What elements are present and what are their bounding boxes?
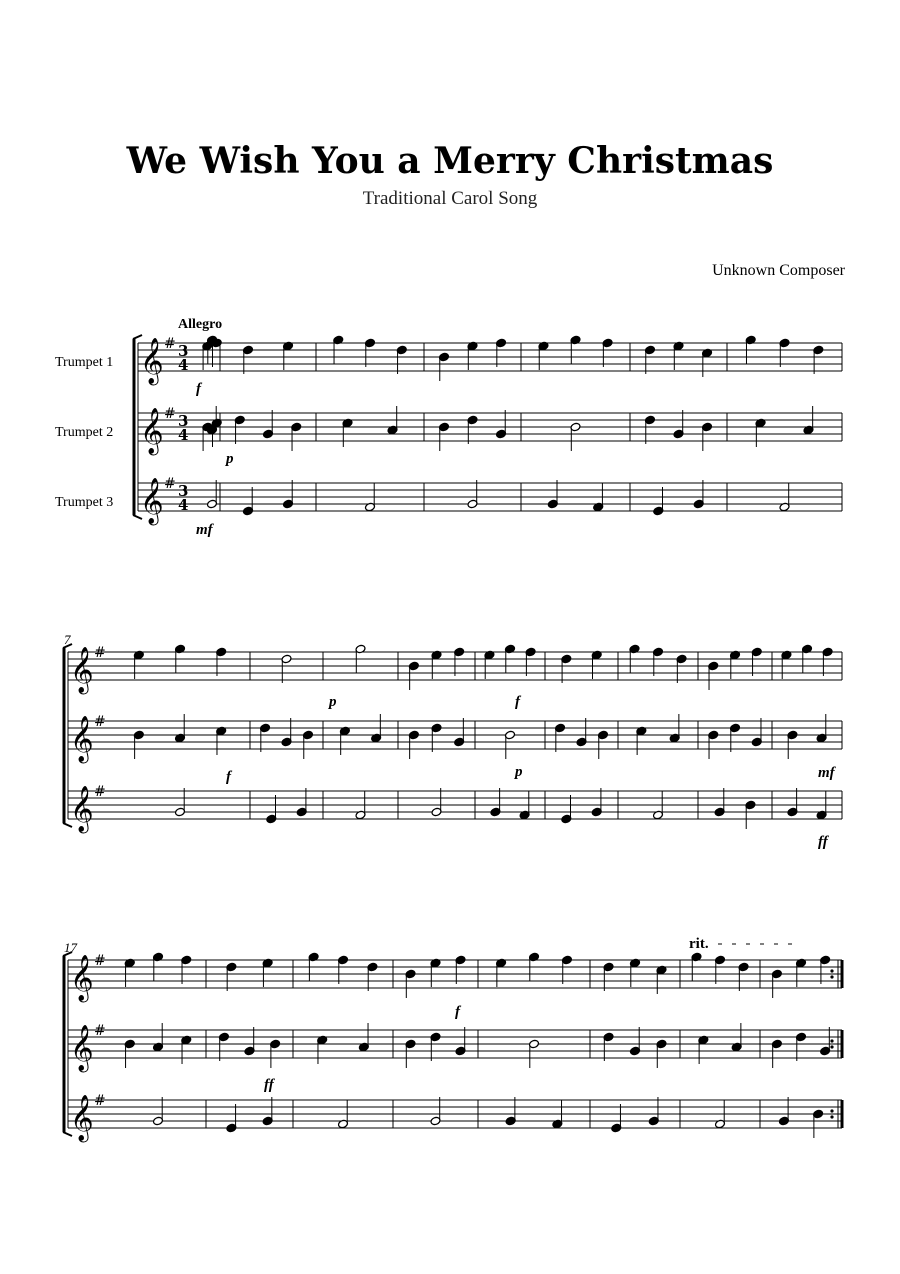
repeat-dot	[830, 1039, 833, 1042]
time-signature: 4	[178, 356, 189, 374]
repeat-dot	[830, 1045, 833, 1048]
dynamic-mark: p	[515, 764, 523, 780]
measure-number: 7	[64, 632, 71, 647]
time-signature: 4	[178, 426, 189, 444]
sharp-icon: #	[94, 953, 106, 969]
sharp-icon: #	[94, 645, 106, 661]
treble-clef-icon: 𝄞	[70, 716, 94, 762]
treble-clef-icon: 𝄞	[140, 408, 164, 454]
dynamic-mark: f	[515, 694, 520, 710]
repeat-dot	[830, 975, 833, 978]
dynamic-mark: p	[226, 451, 234, 467]
sharp-icon: #	[164, 336, 176, 352]
time-signature: 4	[178, 496, 189, 514]
instrument-label-trumpet-3: Trumpet 3	[55, 495, 114, 510]
repeat-dot	[830, 1115, 833, 1118]
treble-clef-icon: 𝄞	[140, 478, 164, 524]
score-title: We Wish You a Merry Christmas	[126, 140, 774, 182]
treble-clef-icon: 𝄞	[70, 1095, 94, 1141]
tempo-marking: Allegro	[178, 317, 223, 332]
dynamic-mark: p	[329, 694, 337, 710]
ritardando-marking: rit.	[689, 936, 709, 952]
sharp-icon: #	[164, 476, 176, 492]
treble-clef-icon: 𝄞	[140, 338, 164, 384]
repeat-dot	[830, 1109, 833, 1112]
dynamic-mark: mf	[818, 765, 835, 781]
instrument-label-trumpet-2: Trumpet 2	[55, 425, 114, 440]
treble-clef-icon: 𝄞	[70, 955, 94, 1001]
time-signature: 3	[178, 482, 189, 500]
treble-clef-icon: 𝄞	[70, 786, 94, 832]
score-subtitle: Traditional Carol Song	[362, 188, 538, 209]
treble-clef-icon: 𝄞	[70, 647, 94, 693]
measure-number: 17	[64, 940, 77, 955]
dynamic-mark: ff	[264, 1077, 274, 1093]
time-signature: 3	[178, 342, 189, 360]
time-signature: 3	[178, 412, 189, 430]
repeat-dot	[830, 969, 833, 972]
dynamic-mark: f	[226, 769, 231, 785]
sharp-icon: #	[94, 714, 106, 730]
composer-credit: Unknown Composer	[712, 262, 845, 279]
instrument-label-trumpet-1: Trumpet 1	[55, 355, 114, 370]
sharp-icon: #	[94, 1023, 106, 1039]
dynamic-mark: f	[455, 1004, 460, 1020]
dynamic-mark: f	[196, 381, 201, 397]
dynamic-mark: mf	[196, 522, 213, 538]
sharp-icon: #	[164, 406, 176, 422]
sharp-icon: #	[94, 1093, 106, 1109]
dynamic-mark: ff	[818, 834, 828, 850]
sharp-icon: #	[94, 784, 106, 800]
treble-clef-icon: 𝄞	[70, 1025, 94, 1071]
